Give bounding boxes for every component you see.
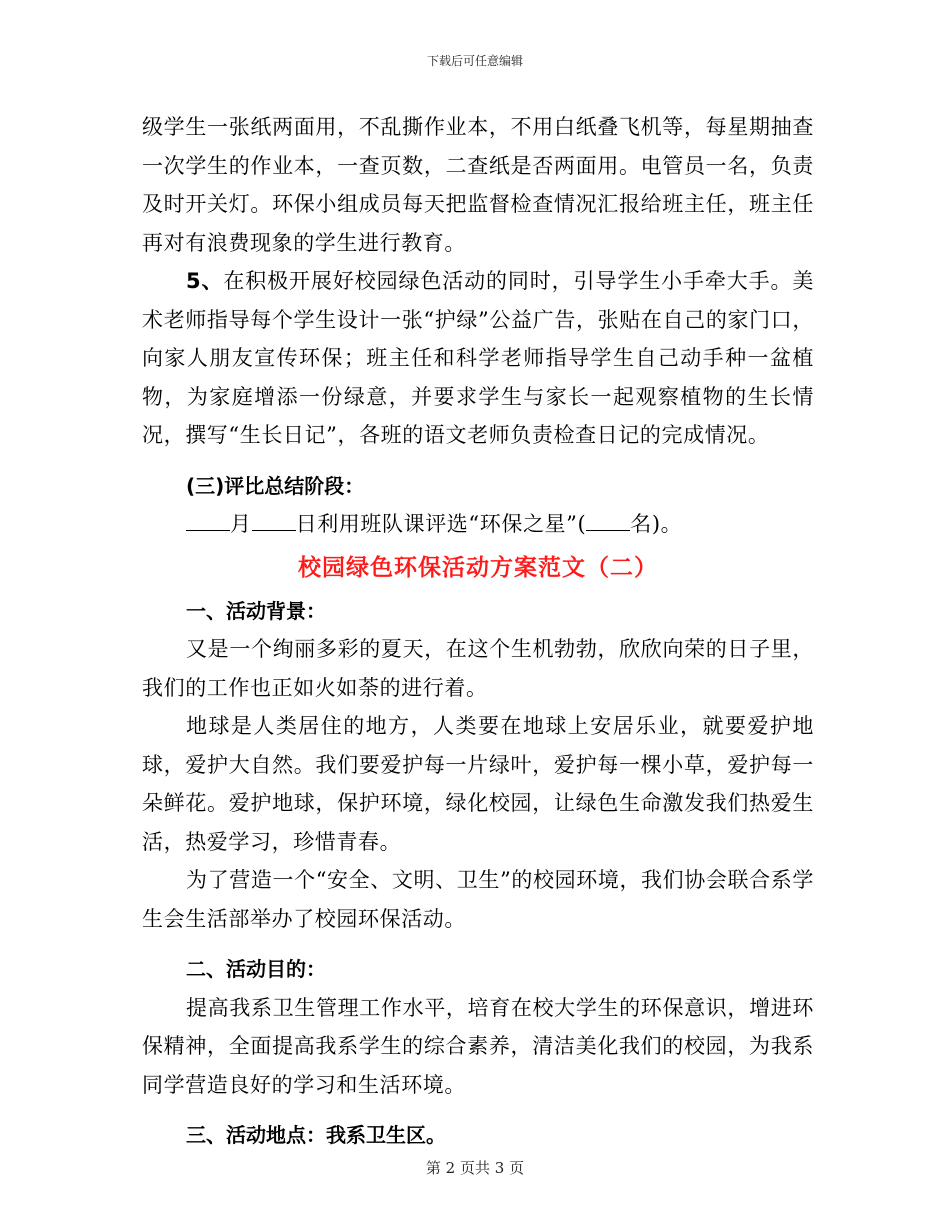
paragraph-continuation: 级学生一张纸两面用，不乱撕作业本，不用白纸叠飞机等，每星期抽查一次学生的作业本，一查页数，二查纸是否两面用。电管员一名，负责及时开关灯。环保小组成员每天把监督检查情况汇报给班主任，班主任再对有浪费现象的学生进行教育。 <box>142 115 814 255</box>
eval-month: 月 <box>230 512 252 536</box>
document-body <box>142 108 814 1155</box>
document-title: 校园绿色环保活动方案范文（二） <box>298 554 658 581</box>
blank-month <box>186 512 230 531</box>
eval-day-text: 日利用班队课评选“环保之星”( <box>295 512 587 536</box>
item-5-text: 在积极开展好校园绿色活动的同时，引导学生小手牵大手。美术老师指导每个学生设计一张“护绿”公益广告，张贴在自己的家门口，向家人朋友宣传环保；班主任和科学老师指导学生自己动手种一盆植物，为家庭增添一份绿意，并要求学生与家长一起观察植物的生长情况，撰写“生长日记”，各班的语文老师负责检查日记的完成情况。 <box>142 269 815 447</box>
heading-evaluation-stage: (三)评比总结阶段： <box>186 473 365 498</box>
purpose-paragraph: 提高我系卫生管理工作水平，培育在校大学生的环保意识，增进环保精神，全面提高我系学生的综合素养，清洁美化我们的校园，为我系同学营造良好的学习和生活环境。 <box>142 995 814 1097</box>
page-footer: 第 2 页共 3 页 <box>425 1159 525 1177</box>
blank-day <box>252 512 296 531</box>
eval-end: 名)。 <box>630 512 683 536</box>
evaluation-line <box>142 505 814 544</box>
blank-count <box>586 512 630 531</box>
heading-background: 一、活动背景： <box>186 598 326 623</box>
background-paragraph-3: 为了营造一个“安全、文明、卫生”的校园环境，我们协会联合系学生会生活部举办了校园环保活动。 <box>142 868 814 931</box>
heading-location: 三、活动地点：我系卫生区。 <box>186 1123 446 1147</box>
background-paragraph-2: 地球是人类居住的地方，人类要在地球上安居乐业，就要爱护地球，爱护大自然。我们要爱护每一片绿叶，爱护每一棵小草，爱护每一朵鲜花。爱护地球，保护环境，绿化校园，让绿色生命激发我们热爱生活，热爱学习，珍惜青春。 <box>142 714 814 854</box>
page-header: 下载后可任意编辑 <box>426 54 523 68</box>
heading-purpose: 二、活动目的： <box>186 957 326 981</box>
item-5-number: 5、 <box>186 269 224 293</box>
item-5-paragraph <box>142 262 814 455</box>
background-paragraph-1: 又是一个绚丽多彩的夏天，在这个生机勃勃，欣欣向荣的日子里，我们的工作也正如火如荼的进行着。 <box>142 637 814 700</box>
